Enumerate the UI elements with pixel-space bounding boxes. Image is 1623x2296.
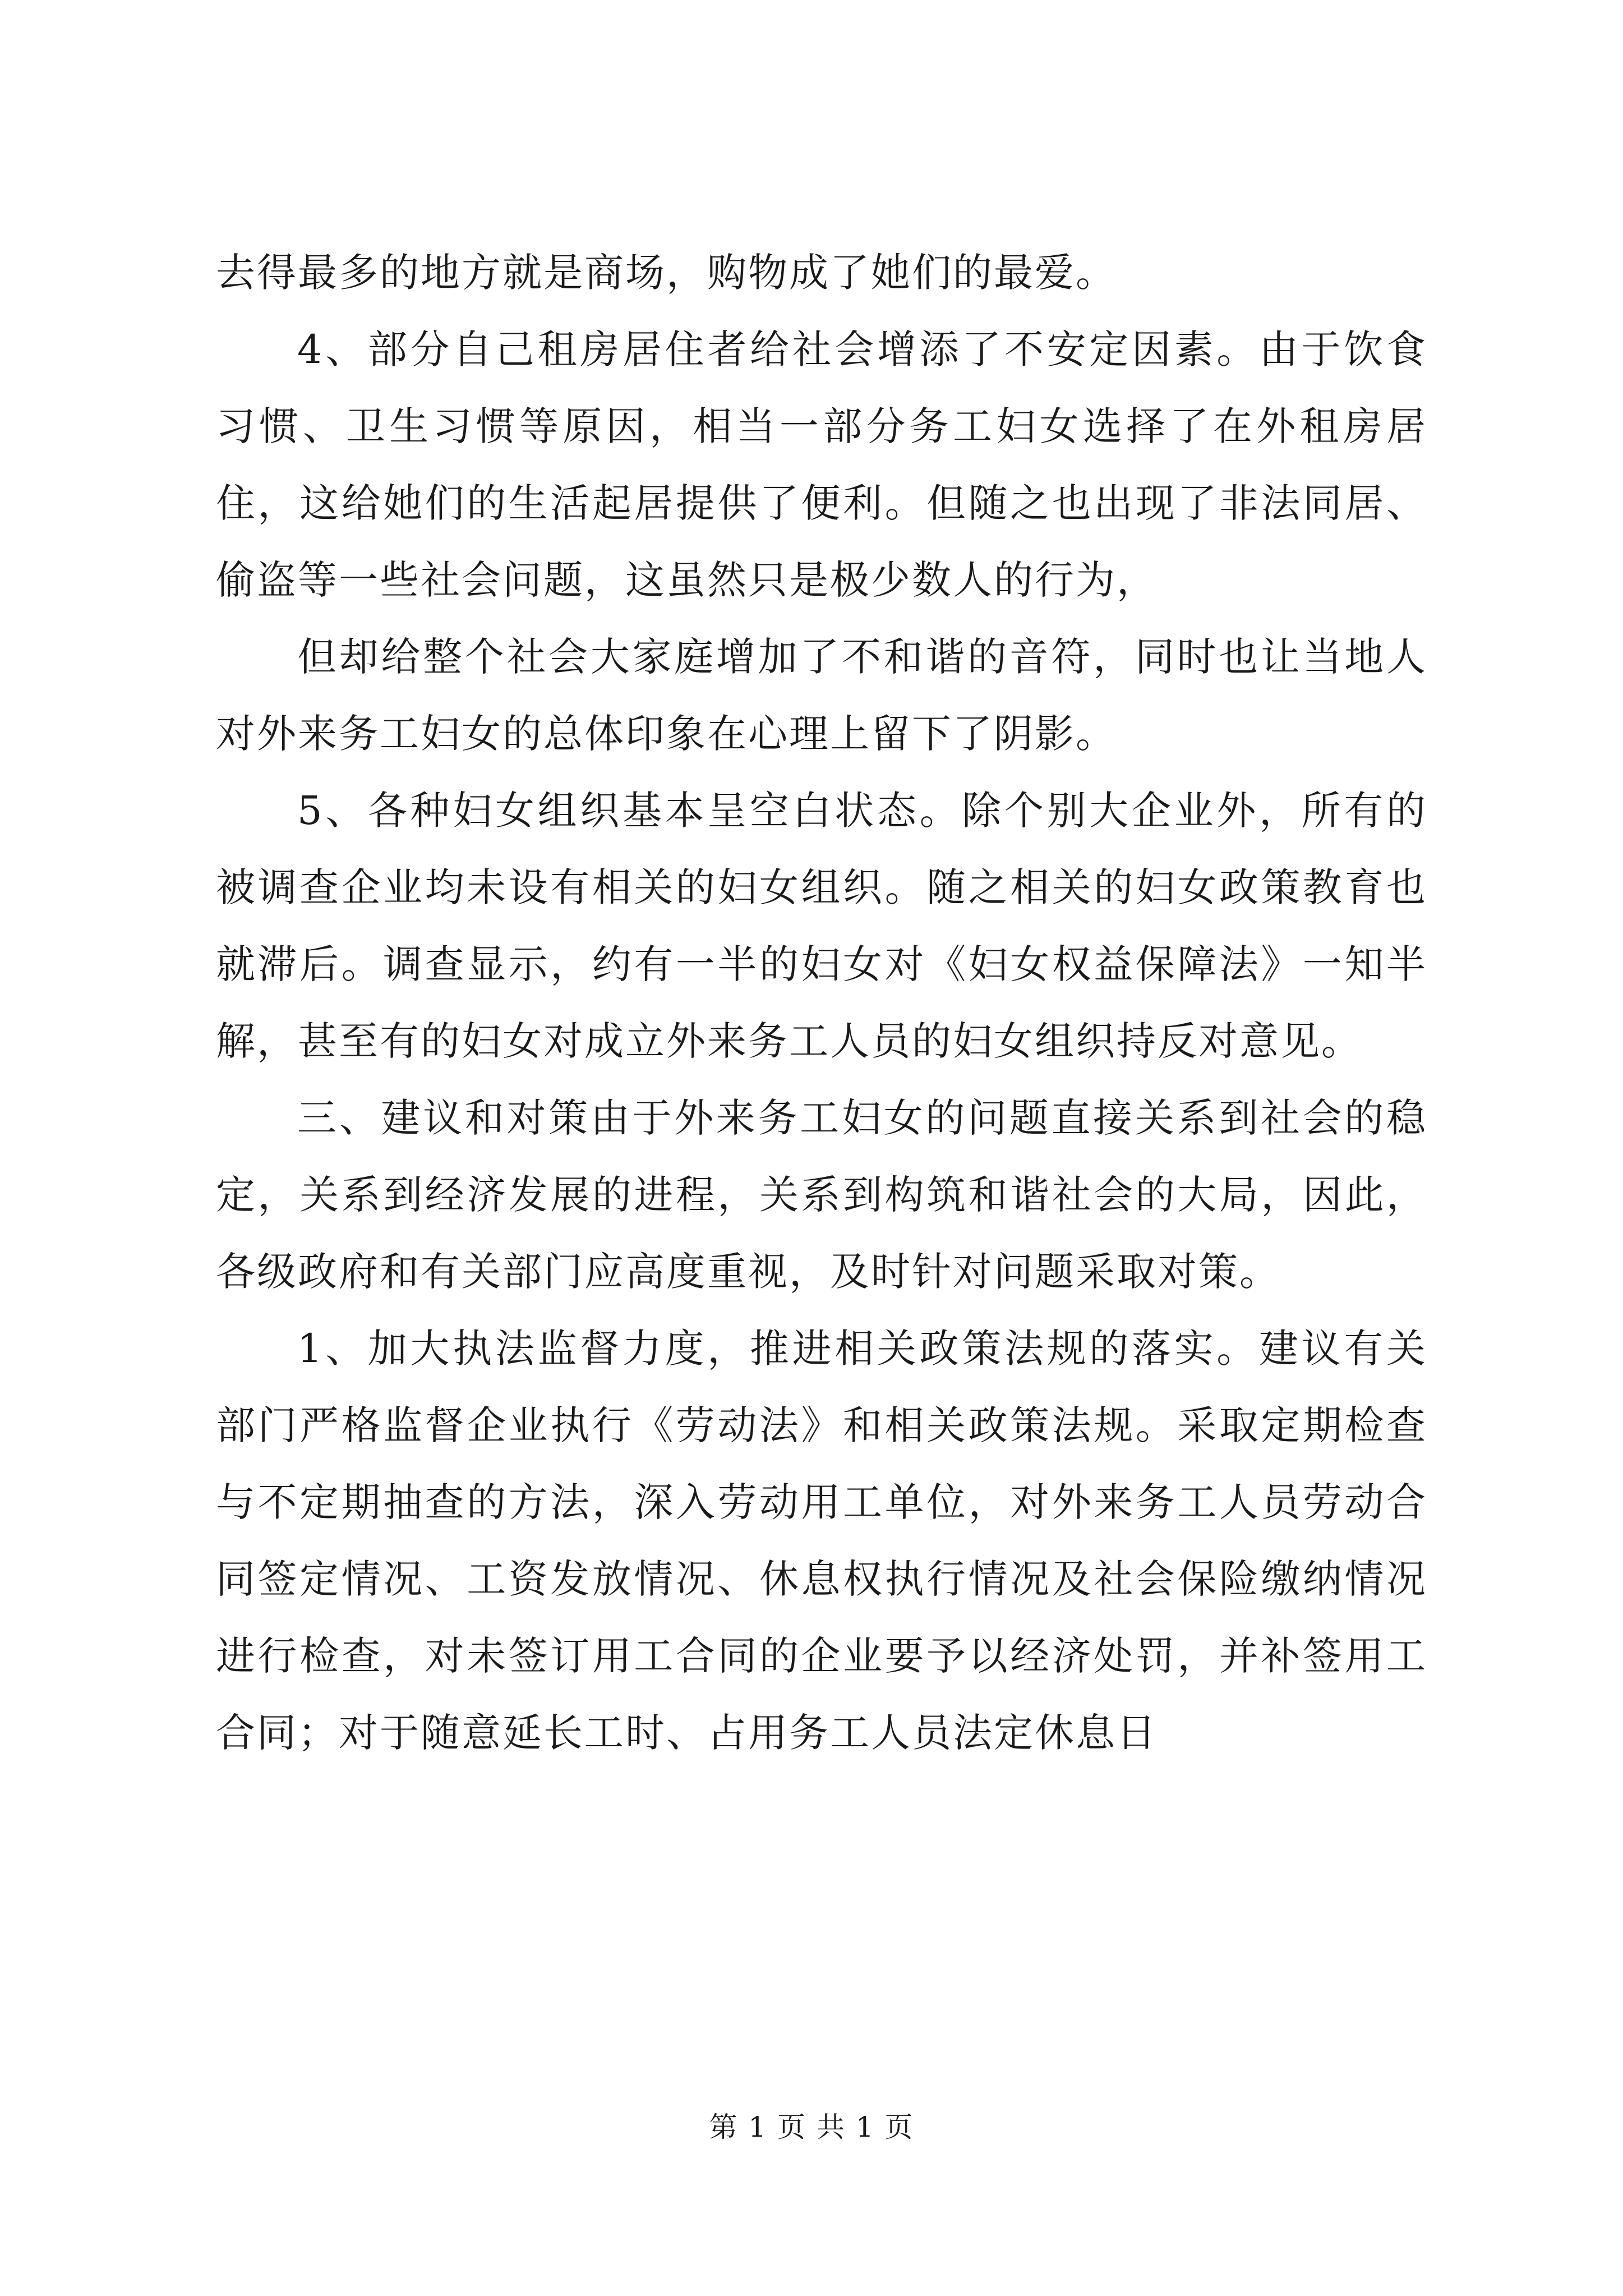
page-footer: 第 1 页 共 1 页 <box>709 2111 914 2143</box>
paragraph-suggestion-1: 1、加大执法监督力度，推进相关政策法规的落实。建议有关部门严格监督企业执行《劳动法》和相关政策法规。采取定期检查与不定期抽查的方法，深入劳动用工单位，对外来务工人员劳动合同签定情况、工资发放情况、休息权执行情况及社会保险缴纳情况进行检查，对未签订用工合同的企业要予以经济处罚，并补签用工合同；对于随意延长工时、占用务工人员法定休息日 <box>216 1326 1427 1756</box>
paragraph-item-4-continued: 但却给整个社会大家庭增加了不和谐的音符，同时也让当地人对外来务工妇女的总体印象在心理上留下了阴影。 <box>216 634 1427 757</box>
paragraph-section-three: 三、建议和对策由于外来务工妇女的问题直接关系到社会的稳定，关系到经济发展的进程，关系到构筑和谐社会的大局，因此，各级政府和有关部门应高度重视，及时针对问题采取对策。 <box>216 1095 1427 1295</box>
paragraph-continuation: 去得最多的地方就是商场，购物成了她们的最爱。 <box>216 250 1117 296</box>
paragraph-item-4: 4、部分自己租房居住者给社会增添了不安定因素。由于饮食习惯、卫生习惯等原因，相当一部分务工妇女选择了在外租房居住，这给她们的生活起居提供了便利。但随之也出现了非法同居、偷盗等一些社会问题，这虽然只是极少数人的行为， <box>216 326 1427 603</box>
document-body <box>216 234 1427 1772</box>
paragraph-item-5: 5、各种妇女组织基本呈空白状态。除个别大企业外，所有的被调查企业均未设有相关的妇女组织。随之相关的妇女政策教育也就滞后。调查显示，约有一半的妇女对《妇女权益保障法》一知半解，甚至有的妇女对成立外来务工人员的妇女组织持反对意见。 <box>216 788 1427 1064</box>
